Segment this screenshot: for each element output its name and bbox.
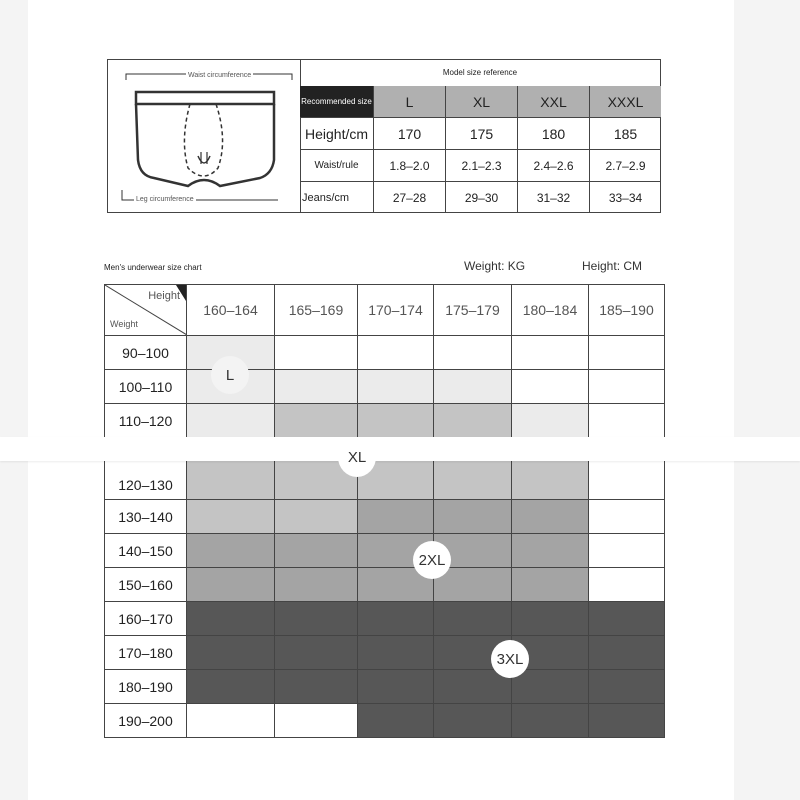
size-cell [512, 500, 589, 534]
size-cell [512, 336, 589, 370]
size-header: XXXL [589, 86, 661, 117]
weight-range: 140–150 [105, 534, 187, 568]
reference-header-row [300, 86, 661, 118]
height-header-row [105, 285, 665, 336]
size-cell [187, 636, 275, 670]
underwear-diagram [108, 60, 301, 212]
weight-row [105, 636, 665, 670]
size-header: XL [445, 86, 517, 117]
leg-circumference-label: Leg circumference [136, 196, 194, 203]
size-cell [358, 404, 434, 438]
size-cell [358, 704, 434, 738]
model-reference-table [300, 86, 661, 213]
weight-row [105, 404, 665, 438]
size-badge-3xl: 3XL [491, 640, 529, 678]
cell-value: 170 [373, 118, 445, 149]
size-cell [434, 500, 512, 534]
height-range: 165–169 [275, 285, 358, 336]
size-cell [589, 534, 665, 568]
cell-value: 185 [589, 118, 661, 149]
height-range: 160–164 [187, 285, 275, 336]
cell-value: 2.7–2.9 [589, 150, 661, 181]
size-cell [275, 404, 358, 438]
size-cell [589, 670, 665, 704]
size-cell [187, 704, 275, 738]
weight-range: 130–140 [105, 500, 187, 534]
size-cell [512, 534, 589, 568]
size-cell [512, 670, 589, 704]
weight-row [105, 534, 665, 568]
cell-value: 175 [445, 118, 517, 149]
weight-row [105, 602, 665, 636]
size-cell [589, 602, 665, 636]
row-label: Waist/rule [314, 160, 359, 171]
cell-value: 31–32 [517, 182, 589, 213]
underwear-illustration [108, 60, 300, 212]
size-cell [512, 404, 589, 438]
size-cell [589, 636, 665, 670]
cell-value: 180 [517, 118, 589, 149]
weight-unit-label: Weight: KG [464, 259, 526, 273]
cell-value: 2.4–2.6 [517, 150, 589, 181]
cell-value: 1.8–2.0 [373, 150, 445, 181]
size-cell [434, 704, 512, 738]
weight-range: 180–190 [105, 670, 187, 704]
height-range: 185–190 [589, 285, 665, 336]
recommended-size-label: Recommended size [300, 86, 373, 117]
size-chart-title: Men's underwear size chart [104, 263, 202, 272]
corner-height-label: Height [148, 290, 180, 302]
size-cell [589, 404, 665, 438]
size-cell [187, 568, 275, 602]
size-cell [358, 500, 434, 534]
size-cell [434, 404, 512, 438]
cell-value: 33–34 [589, 182, 661, 213]
size-cell [187, 534, 275, 568]
weight-range: 120–130 [105, 438, 187, 500]
size-cell [275, 370, 358, 404]
weight-row [105, 670, 665, 704]
size-cell [275, 336, 358, 370]
weight-range: 100–110 [105, 370, 187, 404]
model-reference-title: Model size reference [300, 60, 660, 87]
size-header: XXL [517, 86, 589, 117]
size-badge-xl: XL [338, 437, 376, 477]
weight-range: 170–180 [105, 636, 187, 670]
size-chart-table [104, 284, 665, 738]
weight-row [105, 568, 665, 602]
weight-row [105, 336, 665, 370]
corner-weight-label: Weight [110, 319, 138, 329]
cell-value: 27–28 [373, 182, 445, 213]
size-cell [512, 602, 589, 636]
weight-row [105, 704, 665, 738]
height-unit-label: Height: CM [582, 259, 643, 273]
size-header: L [373, 86, 445, 117]
row-label: Jeans/cm [302, 191, 350, 204]
cell-value: 29–30 [445, 182, 517, 213]
row-label: Height/cm [304, 125, 369, 142]
size-cell [275, 534, 358, 568]
weight-range: 150–160 [105, 568, 187, 602]
size-cell [275, 568, 358, 602]
reference-row-height [300, 118, 661, 150]
size-cell [512, 704, 589, 738]
size-cell [358, 336, 434, 370]
size-cell [275, 670, 358, 704]
size-cell [358, 670, 434, 704]
size-cell [275, 602, 358, 636]
height-range: 175–179 [434, 285, 512, 336]
size-cell [589, 568, 665, 602]
size-cell [434, 370, 512, 404]
size-cell [512, 568, 589, 602]
size-badge-2xl: 2XL [413, 541, 451, 579]
reference-row-jeans [300, 182, 661, 213]
size-cell [275, 500, 358, 534]
size-cell [434, 336, 512, 370]
size-cell [589, 704, 665, 738]
size-cell [187, 404, 275, 438]
weight-row [105, 500, 665, 534]
size-cell [275, 704, 358, 738]
size-cell [358, 370, 434, 404]
cell-value: 2.1–2.3 [445, 150, 517, 181]
size-cell [187, 500, 275, 534]
size-cell [187, 602, 275, 636]
size-cell [589, 500, 665, 534]
divider-band [0, 437, 800, 461]
weight-range: 110–120 [105, 404, 187, 438]
size-cell [275, 636, 358, 670]
height-range: 170–174 [358, 285, 434, 336]
size-cell [358, 602, 434, 636]
waist-circumference-label: Waist circumference [188, 72, 252, 79]
reference-row-waist [300, 150, 661, 182]
height-range: 180–184 [512, 285, 589, 336]
weight-row [105, 370, 665, 404]
size-badge-l: L [211, 356, 249, 394]
weight-range: 90–100 [105, 336, 187, 370]
weight-range: 160–170 [105, 602, 187, 636]
size-cell [358, 636, 434, 670]
model-size-panel [107, 59, 661, 213]
weight-range: 190–200 [105, 704, 187, 738]
size-cell [512, 370, 589, 404]
size-cell [589, 336, 665, 370]
corner-cell [105, 285, 187, 336]
size-cell [187, 670, 275, 704]
size-cell [589, 370, 665, 404]
size-cell [434, 602, 512, 636]
